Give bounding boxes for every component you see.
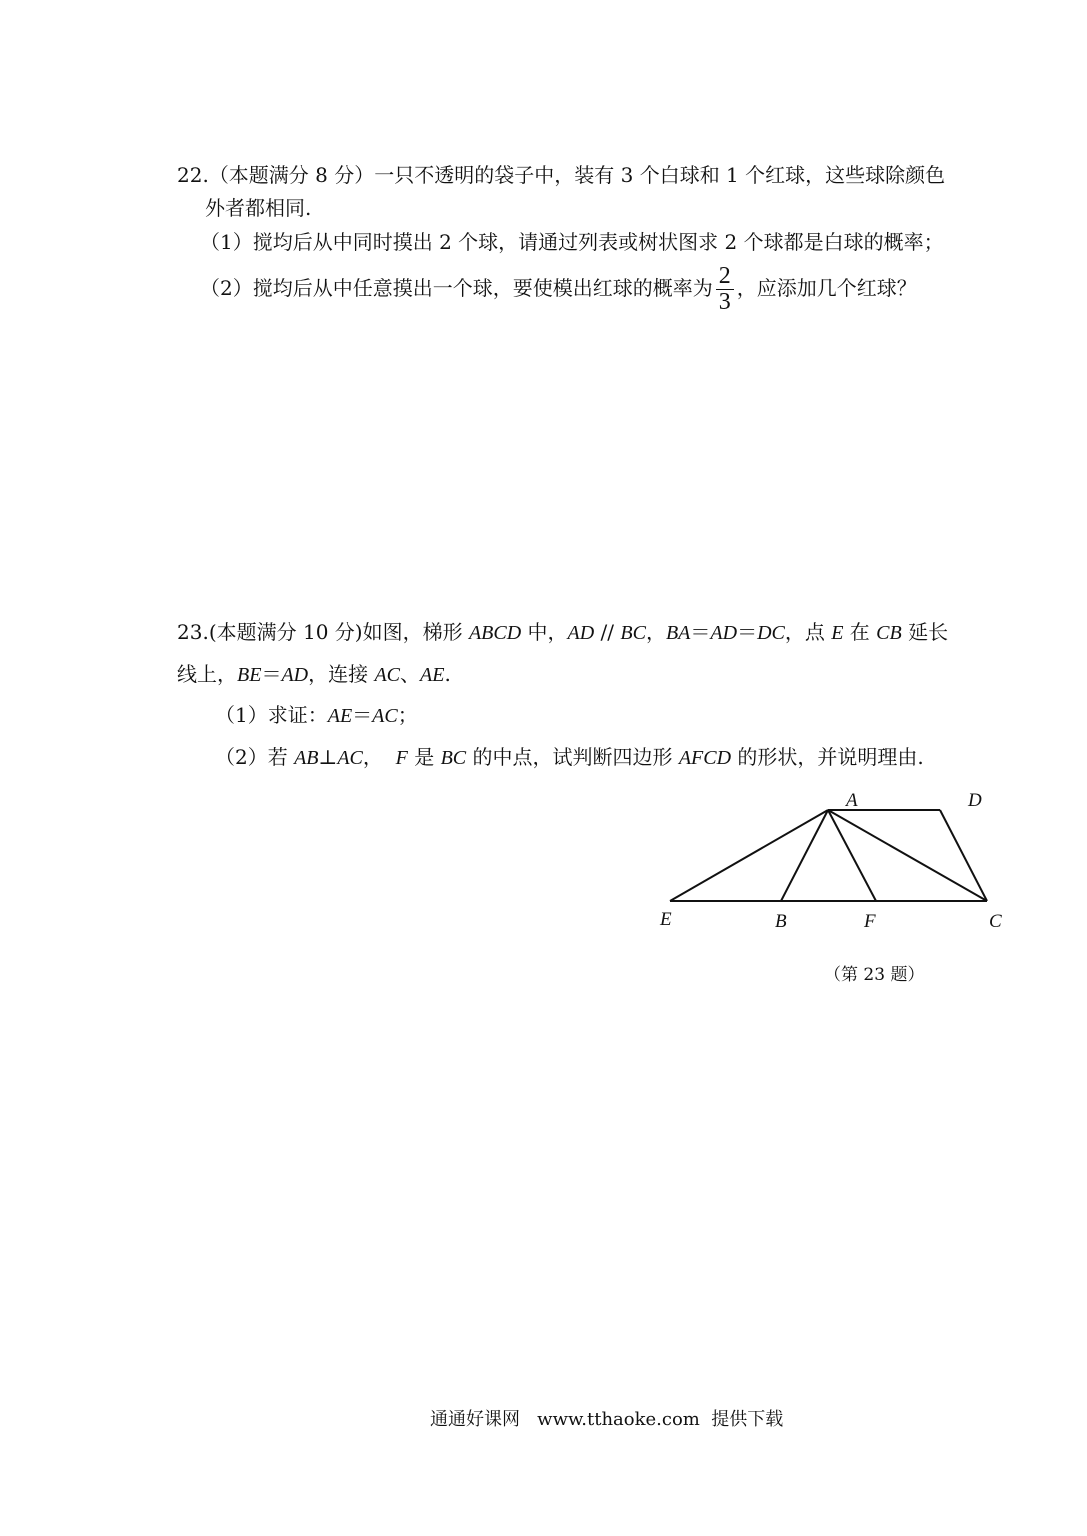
segment-ac	[828, 810, 987, 901]
q23-math: AD	[710, 622, 738, 644]
q23-math: CB	[876, 622, 902, 644]
q23-text: ，	[645, 620, 666, 644]
q23-math: F	[395, 747, 408, 769]
q23-math: AC	[374, 664, 401, 686]
q22-part1: （1）搅均后从中同时摸出 2 个球，请通过列表或树状图求 2 个球都是白球的概率；	[200, 230, 944, 254]
q22-line1	[177, 165, 945, 185]
segment-ab	[781, 810, 828, 901]
q23-math: AD	[567, 622, 595, 644]
q23-text: 、	[400, 662, 421, 686]
label-c: C	[989, 911, 1002, 932]
q23-text: (本题满分 10 分)如图，梯形	[208, 620, 469, 644]
q23-text: ，	[362, 745, 396, 769]
segment-af	[828, 810, 876, 901]
q23-text: 线上，	[177, 662, 237, 686]
q22-head: （本题满分 8 分）一只不透明的袋子中，装有 3 个白球和 1 个红球，这些球除颜色	[208, 163, 946, 187]
q22-part2-post: ，应添加几个红球？	[736, 276, 917, 301]
q23-text: ；	[397, 703, 418, 727]
q23-math: AE	[327, 705, 353, 727]
q22-number: 22.	[177, 163, 209, 187]
q23-part1	[215, 705, 418, 726]
fraction-denominator: 3	[718, 289, 731, 316]
footer-source: 通通好课网 www.tthaoke.com 提供下载	[430, 1409, 784, 1430]
segment-dc	[940, 810, 987, 901]
q23-text: ＝	[352, 703, 373, 727]
fraction-two-thirds	[716, 264, 734, 315]
q23-math: E	[831, 622, 844, 644]
label-a: A	[846, 790, 858, 811]
q23-math: AC	[372, 705, 398, 727]
q23-math: BA	[665, 622, 691, 644]
q23-text: 延长	[901, 620, 949, 644]
q23-math: AD	[281, 664, 309, 686]
figure-caption: （第 23 题）	[824, 965, 925, 985]
q22-part2	[200, 264, 917, 315]
q23-math: BC	[440, 747, 467, 769]
q23-text: ⊥	[318, 745, 338, 769]
q23-line2	[177, 664, 451, 685]
q23-text: 的中点，试判断四边形	[466, 745, 679, 769]
q23-math: AFCD	[678, 747, 732, 769]
q23-text: 在	[843, 620, 877, 644]
q23-math: AE	[420, 664, 445, 686]
segment-ae	[670, 810, 828, 901]
label-b: B	[775, 911, 787, 932]
q23-text: //	[594, 620, 621, 644]
label-d: D	[968, 790, 982, 811]
q22-part2-pre: （2）搅均后从中任意摸出一个球，要使模出红球的概率为	[200, 276, 713, 301]
q23-number: 23.	[177, 620, 209, 644]
q22-line2: 外者都相同.	[205, 196, 312, 220]
q23-text: （1）求证：	[215, 703, 328, 727]
fraction-numerator: 2	[716, 264, 734, 290]
q23-text: 的形状，并说明理由.	[731, 745, 924, 769]
q23-text: 是	[407, 745, 441, 769]
q23-math: BE	[237, 664, 262, 686]
q23-text: ＝	[737, 620, 758, 644]
q23-text: ＝	[690, 620, 711, 644]
q23-math: AB	[294, 747, 319, 769]
q23-text: ＝	[261, 662, 282, 686]
label-f: F	[864, 911, 876, 932]
q23-text: ，连接	[308, 662, 375, 686]
q23-text: .	[444, 662, 451, 686]
q23-text: ，点	[784, 620, 832, 644]
q23-text: （2）若	[215, 745, 295, 769]
q23-line1	[177, 622, 948, 643]
label-e: E	[660, 909, 672, 930]
q23-math: ABCD	[468, 622, 522, 644]
q23-text: 中，	[521, 620, 568, 644]
q23-part2	[215, 747, 924, 768]
q23-math: AC	[337, 747, 363, 769]
q23-math: DC	[757, 622, 785, 644]
q23-math: BC	[620, 622, 646, 644]
